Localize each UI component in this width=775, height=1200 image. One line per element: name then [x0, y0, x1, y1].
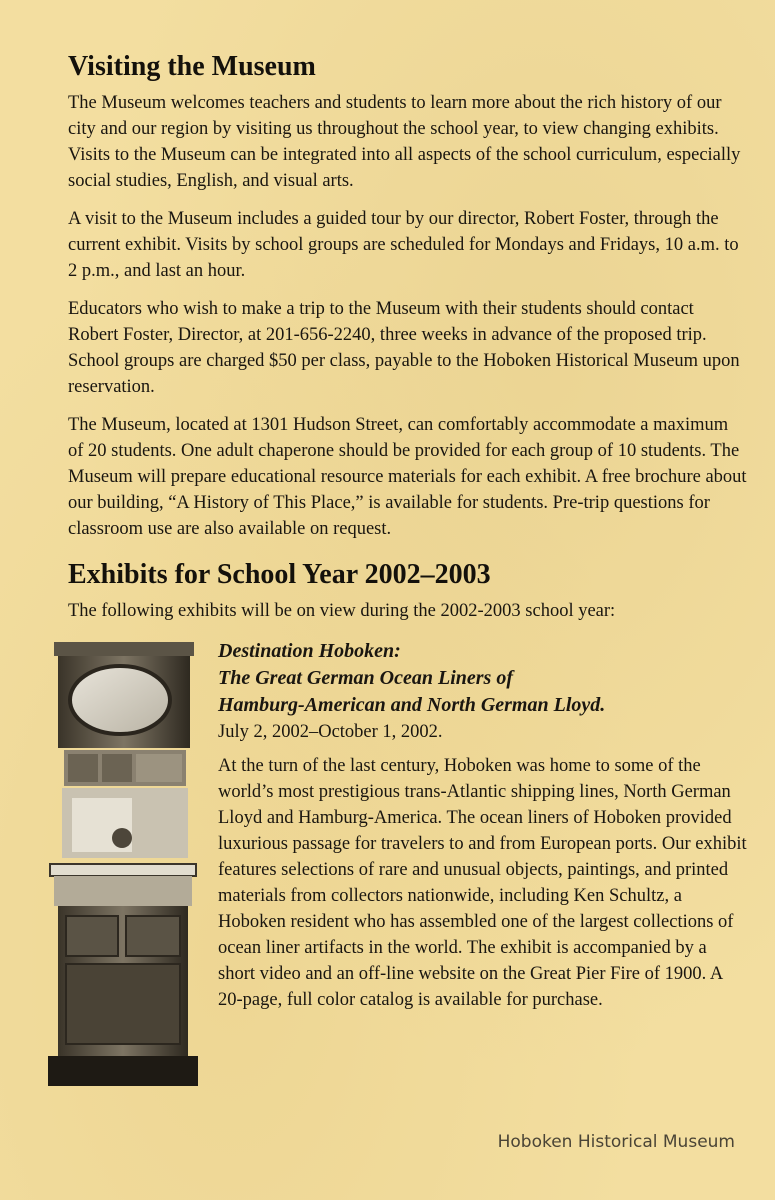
washstand-photo	[48, 638, 198, 1088]
exhibit-title-line1: Destination Hoboken:	[218, 640, 401, 662]
exhibit-block	[68, 638, 748, 1098]
exhibit-title-line2: The Great German Ocean Liners of	[218, 667, 513, 689]
footer-credit: Hoboken Historical Museum	[497, 1132, 735, 1152]
exhibit-title-line3: Hamburg-American and North German Lloyd.	[218, 694, 606, 716]
exhibit-dates: July 2, 2002–October 1, 2002.	[218, 722, 443, 742]
exhibit-description	[218, 638, 748, 1013]
exhibit-body: At the turn of the last century, Hoboken was home to some of the world’s most prestigious trans-Atlantic shipping lines, North German Lloyd and Hamburg-America. The ocean liners of Hoboken provided luxurious passage for travelers to and from European ports. Our exhibit features selections of rare and unusual objects, paintings, and printed materials from collectors nationwide, including Ken Schultz, a Hoboken resident who has assembled one of the largest collections of ocean liner artifacts in the world. The exhibit is accompanied by a short video and an off-line website on the Great Pier Fire of 1900. A 20-page, full color catalog is available for purchase.	[218, 756, 747, 1010]
paragraph-guided-tour: A visit to the Museum includes a guided tour by our director, Robert Foster, through the current exhibit. Visits by school groups are scheduled for Mondays and Fridays, 10 a.m. to 2 p.m., and last an hour.	[68, 209, 739, 281]
paragraph-location: The Museum, located at 1301 Hudson Street, can comfortably accommodate a maximum of 20 students. One adult chaperone should be provided for each group of 10 students. The Museum will prepare educational resource materials for each exhibit. A free brochure about our building, “A History of This Place,” is available for students. Pre-trip questions for classroom use are also available on request.	[68, 415, 747, 539]
section-heading-exhibits: Exhibits for School Year 2002–2003	[68, 559, 491, 590]
exhibits-intro: The following exhibits will be on view during the 2002-2003 school year:	[68, 601, 616, 621]
brochure-page	[68, 50, 748, 1098]
paragraph-welcome: The Museum welcomes teachers and students to learn more about the rich history of our city and our region by visiting us throughout the school year, to view changing exhibits. Visits to the Museum can be integrated into all aspects of the school curriculum, especially social studies, English, and visual arts.	[68, 93, 741, 191]
paragraph-contact: Educators who wish to make a trip to the Museum with their students should contact Robert Foster, Director, at 201-656-2240, three weeks in advance of the proposed trip. School groups are charged $50 per class, payable to the Hoboken Historical Museum upon reservation.	[68, 299, 740, 397]
section-heading-visiting: Visiting the Museum	[68, 51, 316, 82]
